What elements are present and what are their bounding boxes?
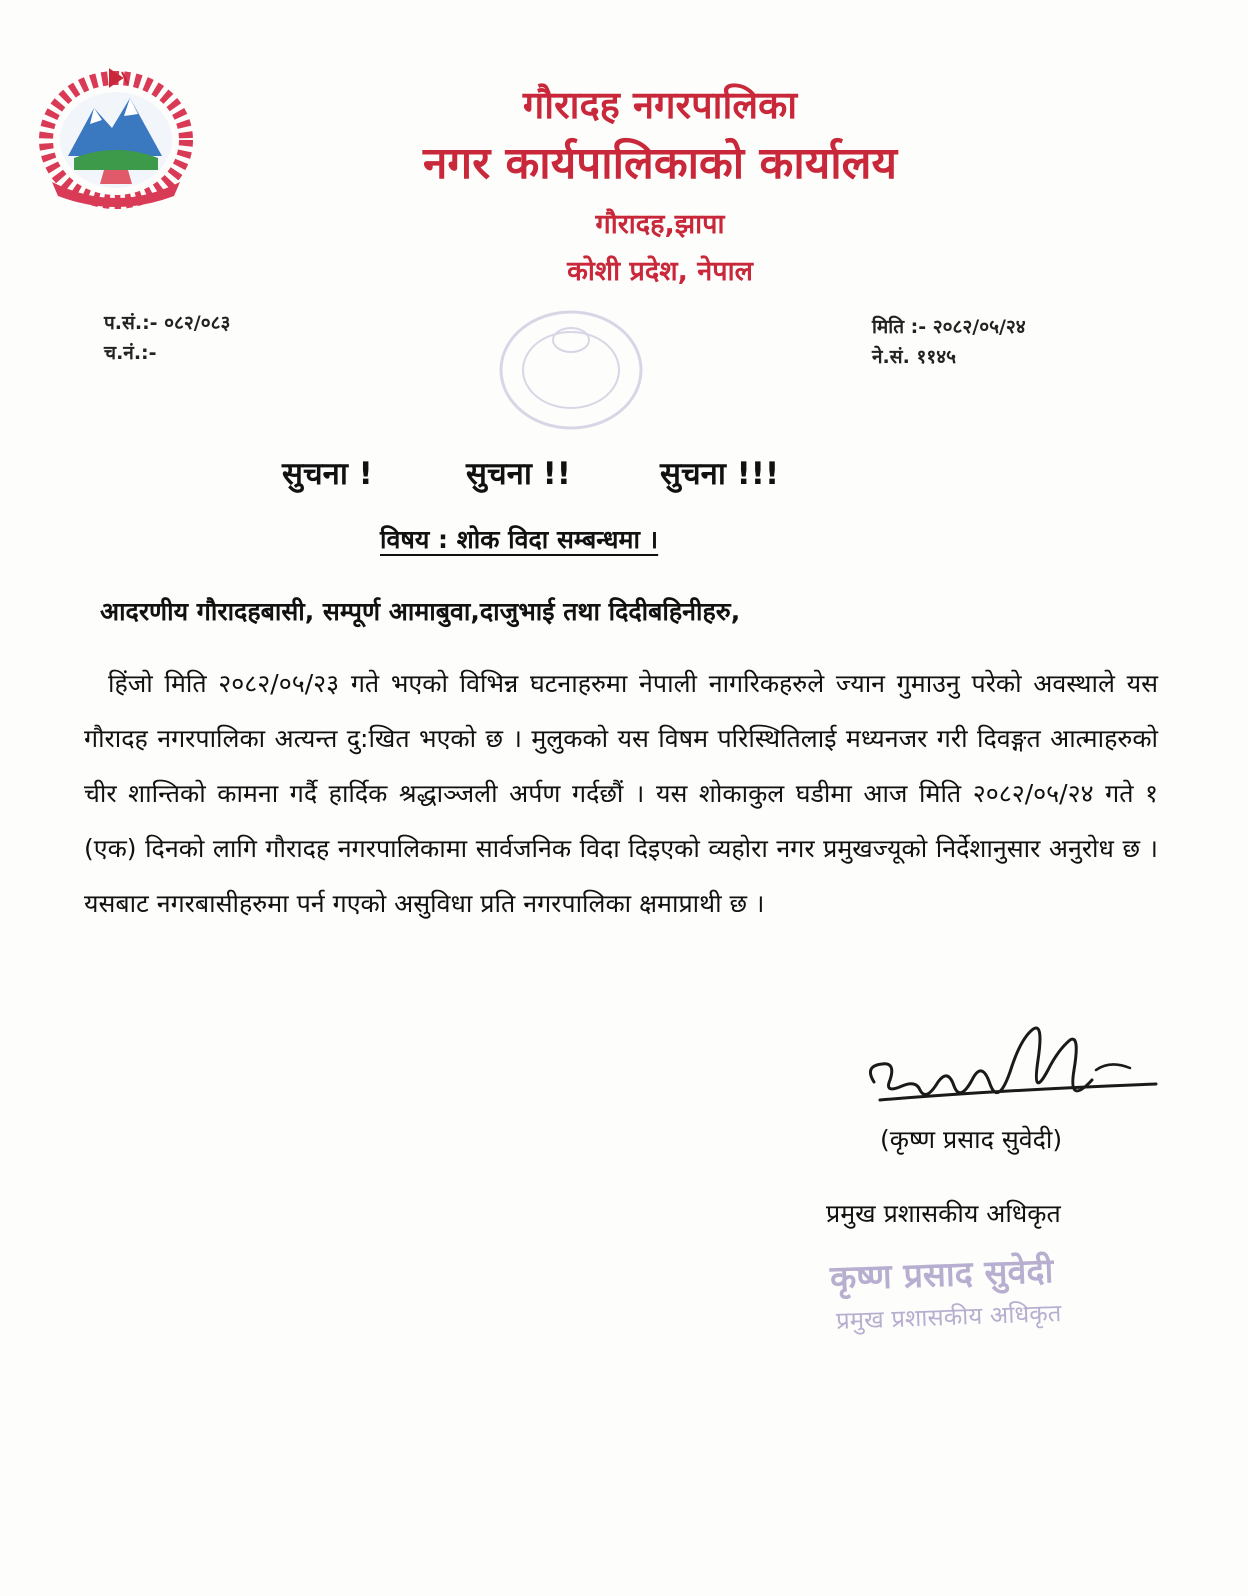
nepal-sambat-year: ने.सं. ११४५ [872,346,956,368]
office-seal-icon [486,300,656,450]
letter-number: प.सं.:- ०८२/०८३ [104,312,231,334]
dispatch-number: च.नं.:- [104,342,157,364]
signatory-title: प्रमुख प्रशासकीय अधिकृत [826,1199,1061,1228]
notice-heading-1: सुचना ! [282,456,373,492]
notice-heading-3: सुचना !!! [660,456,780,492]
municipality-name: गौरादह नगरपालिका [522,83,798,127]
salutation: आदरणीय गौरादहबासी, सम्पूर्ण आमाबुवा,दाजुभाई तथा दिदीबहिनीहरु, [100,597,741,626]
province-name: कोशी प्रदेश, नेपाल [567,256,753,287]
title-stamp: प्रमुख प्रशासकीय अधिकृत [835,1299,1062,1335]
reference-left [104,308,230,368]
letterhead [300,78,1020,294]
office-location: गौरादह,झापा [595,209,725,240]
reference-right [872,312,1026,372]
notice-heading-2: सुचना !! [466,456,571,492]
subject-line: विषय : शोक विदा सम्बन्धमा । [380,525,659,554]
nepal-emblem-icon [34,58,198,214]
body-paragraph: हिंजो मिति २०८२/०५/२३ गते भएको विभिन्न घटनाहरुमा नेपाली नागरिकहरुले ज्यान गुमाउनु परेको अवस्थाले यस गौरादह नगरपालिका अत्यन्त दु:खित भएको छ । मुलुकको यस विषम परिस्थितिलाई मध्यनजर गरी दिवङ्गत आत्माहरुको चीर शान्तिको कामना गर्दै हार्दिक श्रद्धाञ्जली अर्पण गर्दछौं । यस शोकाकुल घडीमा आज मिति २०८२/०५/२४ गते १ (एक) दिनको लागि गौरादह नगरपालिकामा सार्वजनिक विदा दिइएको व्यहोरा नगर प्रमुखज्यूको निर्देशानुसार अनुरोध छ । यसबाट नगरबासीहरुमा पर्न गएको असुविधा प्रति नगरपालिका क्षमाप्राथी छ । [84,669,1158,918]
office-name: नगर कार्यपालिकाको कार्यालय [423,138,897,189]
name-stamp: कृष्ण प्रसाद सुवेदी [829,1251,1054,1299]
letter-date: मिति :- २०८२/०५/२४ [872,316,1026,338]
signatory-name: (कृष्ण प्रसाद सुवेदी) [880,1125,1063,1154]
